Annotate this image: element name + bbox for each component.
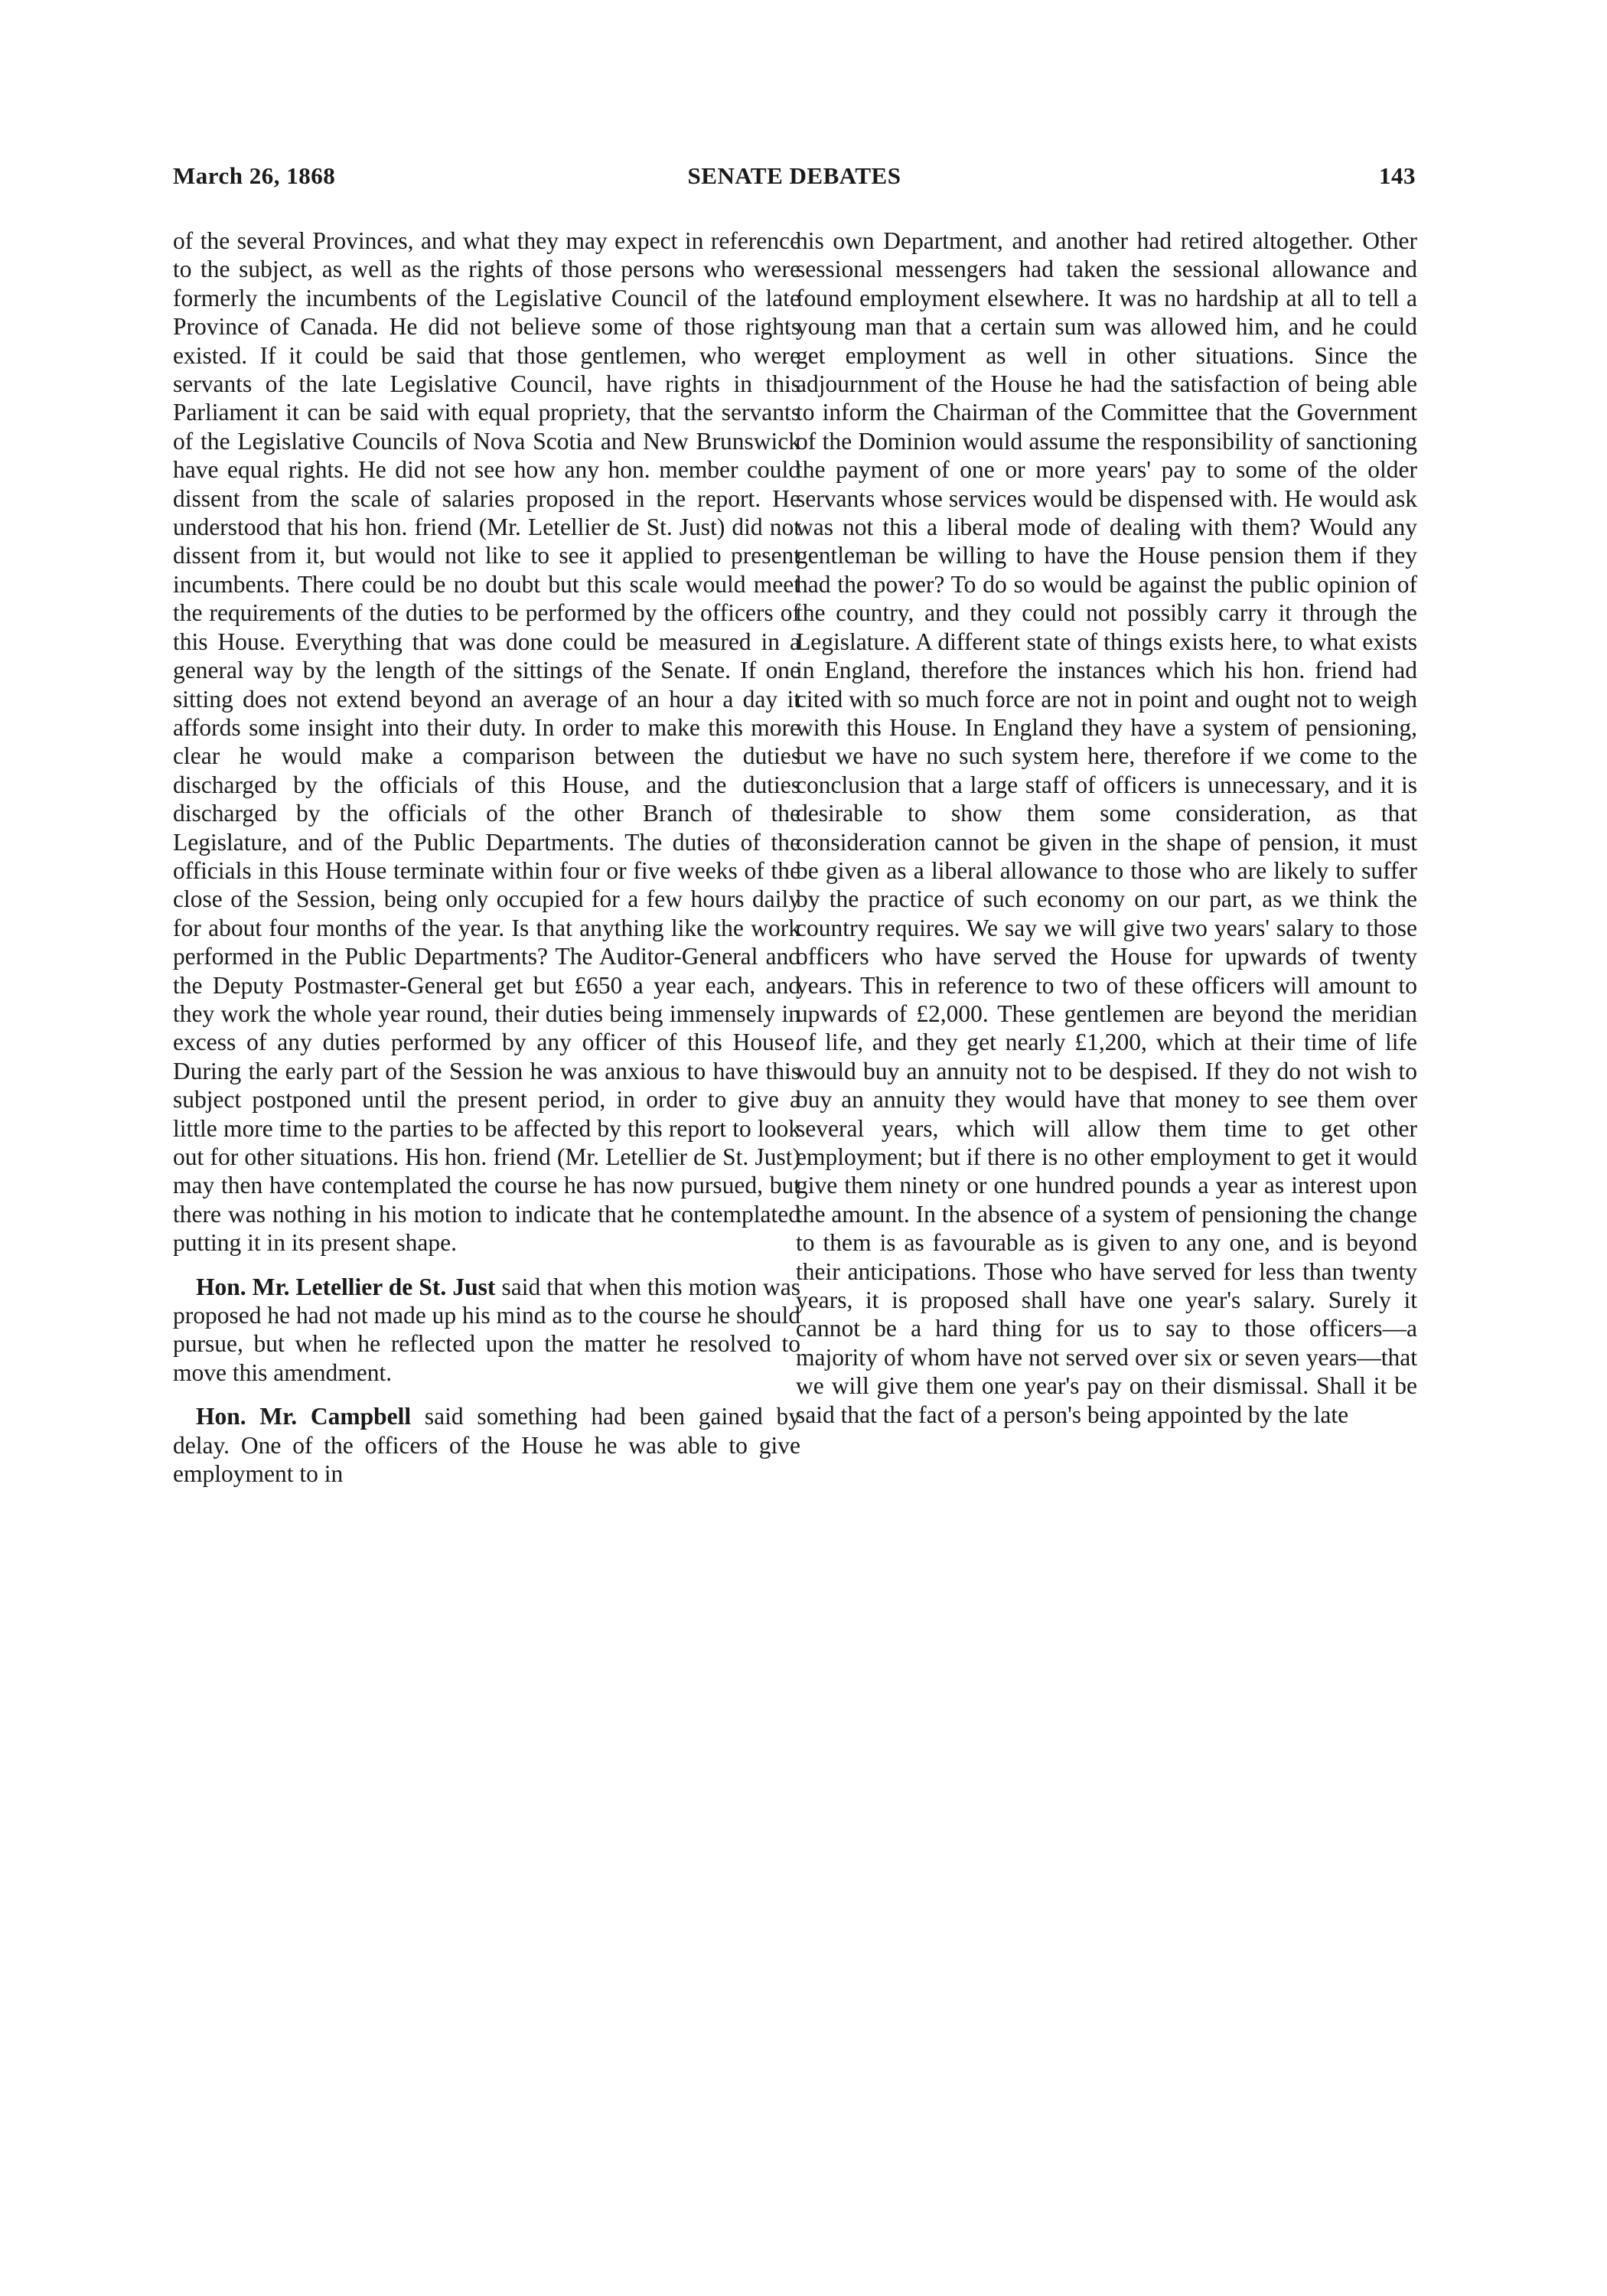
speaker-name: Hon. Mr. Campbell: [196, 1403, 412, 1430]
paragraph: his own Department, and another had retired altogether. Other sessional messengers had taken the sessional allowance and found employment elsewhere. It was no hardship at all to tell a young man that a certain sum was allowed him, and he could get employment as well in other situations. Since the adjournment of the House he had the satisfaction of being able to inform the Chairman of the Committee that the Government of the Dominion would assume the responsibility of sanctioning the payment of one or more years' pay to some of the older servants whose services would be dispensed with. He would ask was not this a liberal mode of dealing with them? Would any gentleman be willing to have the House pension them if they had the power? To do so would be against the public opinion of the country, and they could not possibly carry it through the Legislature. A different state of things exists here, to what exists in England, therefore the instances which his hon. friend had cited with so much force are not in point and ought not to weigh with this House. In England they have a system of pensioning, but we have no such system here, therefore if we come to the conclusion that a large staff of officers is unnecessary, and it is desirable to show them some consideration, as that consideration cannot be given in the shape of pension, it must be given as a liberal allowance to those who are likely to suffer by the practice of such economy on our part, as we think the country requires. We say we will give two years' salary to those officers who have served the House for upwards of twenty years. This in reference to two of these officers will amount to upwards of £2,000. These gentlemen are beyond the meridian of life, and they get nearly £1,200, which at their time of life would buy an annuity not to be despised. If they do not wish to buy an annuity they would have that money to see them over several years, which will allow them time to get other employment; but if there is no other employment to get it would give them ninety or one hundred pounds a year as interest upon the amount. In the absence of a system of pensioning the change to them is as favourable as is given to any one, and is beyond their anticipations. Those who have served for less than twenty years, it is proposed shall have one year's salary. Surely it cannot be a hard thing for us to say to those officers—a majority of whom have not served over six or seven years—that we will give them one year's pay on their dismissal. Shall it be said that the fact of a person's being appointed by the late: [796, 227, 1417, 1428]
speech-text: said that when this motion was proposed he had not made up his mind as to the course he should pursue, but when he reflected upon the matter he resolved to move this amendment.: [173, 1273, 800, 1386]
speech-text: said something had been gained by delay. One of the officers of the House he was able to give employment to in: [173, 1403, 800, 1488]
paragraph: [173, 1273, 800, 1388]
paragraph: of the several Provinces, and what they may expect in reference to the subject, as well as the rights of those persons who were formerly the incumbents of the Legislative Council of the late Province of Canada. He did not believe some of those rights existed. If it could be said that those gentlemen, who were servants of the late Legislative Council, have rights in this Parliament it can be said with equal propriety, that the servants of the Legislative Councils of Nova Scotia and New Brunswick have equal rights. He did not see how any hon. member could dissent from the scale of salaries proposed in the report. He understood that his hon. friend (Mr. Letellier de St. Just) did not dissent from it, but would not like to see it applied to present incumbents. There could be no doubt but this scale would meet the requirements of the duties to be performed by the officers of this House. Everything that was done could be measured in a general way by the length of the sittings of the Senate. If one sitting does not extend beyond an average of an hour a day it affords some insight into their duty. In order to make this more clear he would make a comparison between the duties discharged by the officials of this House, and the duties discharged by the officials of the other Branch of the Legislature, and of the Public Departments. The duties of the officials in this House terminate within four or five weeks of the close of the Session, being only occupied for a few hours daily for about four months of the year. Is that anything like the work performed in the Public Departments? The Auditor-General and the Deputy Postmaster-General get but £650 a year each, and they work the whole year round, their duties being immensely in excess of any duties performed by any officer of this House. During the early part of the Session he was anxious to have this subject postponed until the present period, in order to give a little more time to the parties to be affected by this report to look out for other situations. His hon. friend (Mr. Letellier de St. Just) may then have contemplated the course he has now pursued, but there was nothing in his motion to indicate that he contemplated putting it in its present shape.: [173, 227, 800, 1257]
page-number: 143: [1379, 162, 1416, 189]
right-column: [796, 227, 1417, 1429]
page-header: [173, 162, 1416, 201]
paragraph: [173, 1402, 800, 1488]
left-column: [173, 227, 800, 1488]
header-title: SENATE DEBATES: [687, 162, 901, 189]
header-date: March 26, 1868: [173, 162, 336, 189]
speaker-name: Hon. Mr. Letellier de St. Just: [196, 1273, 496, 1300]
